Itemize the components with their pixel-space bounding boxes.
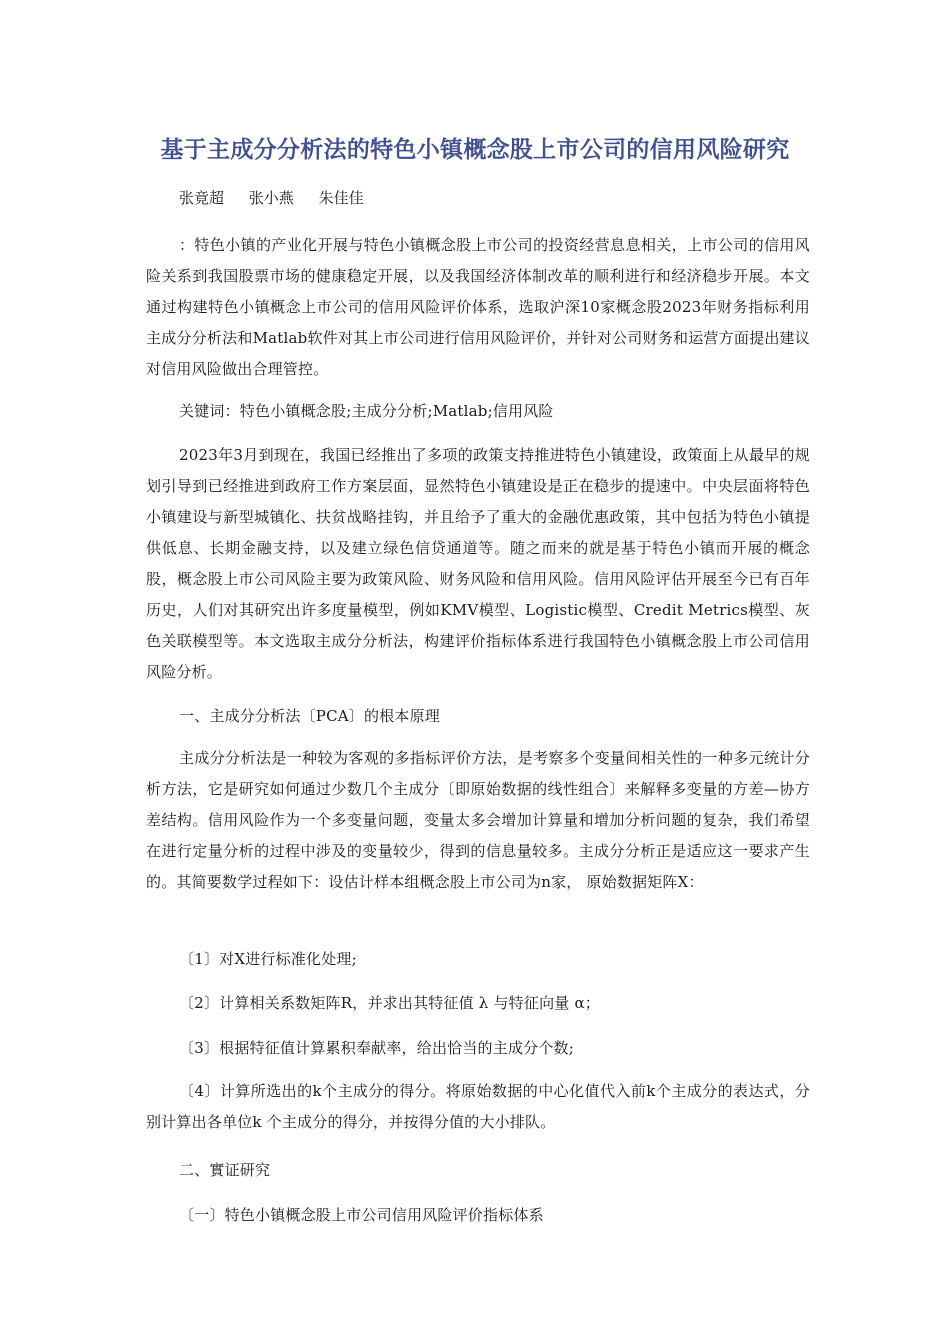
author-name: 朱佳佳 [318, 189, 364, 207]
author-name: 张小燕 [248, 189, 294, 207]
section-heading-empirical: 二、實证研究 [179, 1161, 271, 1179]
paper-title: 基于主成分分析法的特色小镇概念股上市公司的信用风险研究 [160, 137, 790, 163]
pca-step-4: 〔4〕计算所选出的k个主成分的得分。将原始数据的中心化值代入前k个主成分的表达式，分别计算出各单位k 个主成分的得分，并按得分值的大小排队。 [146, 1082, 810, 1131]
intro-paragraph: 2023年3月到现在，我国已经推出了多项的政策支持推进特色小镇建设，政策面上从最早的规划引导到已经推进到政府工作方案层面，显然特色小镇建设是正在稳步的提速中。中央层面将特色小镇建设与新型城镇化、扶贫战略挂钩，并且给予了重大的金融优惠政策，其中包括为特色小镇提供低息、长期金融支持，以及建立绿色信贷通道等。随之而来的就是基于特色小镇而开展的概念股，概念股上市公司风险主要为政策风险、财务风险和信用风险。信用风险评估开展至今已有百年历史，人们对其研究出许多度量模型，例如KMV模型、Logistic模型、Credit Metrics模型、灰色关联模型等。本文选取主成分分析法，构建评价指标体系进行我国特色小镇概念股上市公司信用风险分析。 [146, 446, 810, 681]
section-heading-pca: 一、主成分分析法〔PCA〕的根本原理 [179, 707, 441, 725]
author-list [179, 186, 378, 210]
pca-step-1: 〔1〕对X进行标准化处理; [179, 950, 357, 968]
abstract-paragraph: ：特色小镇的产业化开展与特色小镇概念股上市公司的投资经营息息相关，上市公司的信用风险关系到我国股票市场的健康稳定开展，以及我国经济体制改革的顺利进行和经济稳步开展。本文通过构建特色小镇概念上市公司的信用风险评价体系，选取沪深10家概念股2023年财务指标利用主成分分析法和Matlab软件对其上市公司进行信用风险评价，并针对公司财务和运营方面提出建议对信用风险做出合理管控。 [146, 236, 810, 378]
pca-paragraph: 主成分分析法是一种较为客观的多指标评价方法，是考察多个变量间相关性的一种多元统计分析方法，它是研究如何通过少数几个主成分〔即原始数据的线性组合〕来解释多变量的方差—协方差结构。信用风险作为一个多变量问题，变量太多会增加计算量和增加分析问题的复杂，我们希望在进行定量分析的过程中涉及的变量较少，得到的信息量较多。主成分分析正是适应这一要求产生的。其简要数学过程如下：设估计样本组概念股上市公司为n家， 原始数据矩阵X： [146, 749, 810, 891]
keywords-line: 关键词：特色小镇概念股;主成分分析;Matlab;信用风险 [179, 402, 554, 420]
pca-step-2: 〔2〕计算相关系数矩阵R，并求出其特征值 λ 与特征向量 α； [179, 994, 600, 1012]
subsection-heading-indicator-system: 〔一〕特色小镇概念股上市公司信用风险评价指标体系 [179, 1206, 544, 1224]
pca-step-3: 〔3〕根据特征值计算累积奉献率，给出恰当的主成分个数; [179, 1039, 574, 1057]
author-name: 张竟超 [179, 189, 225, 207]
